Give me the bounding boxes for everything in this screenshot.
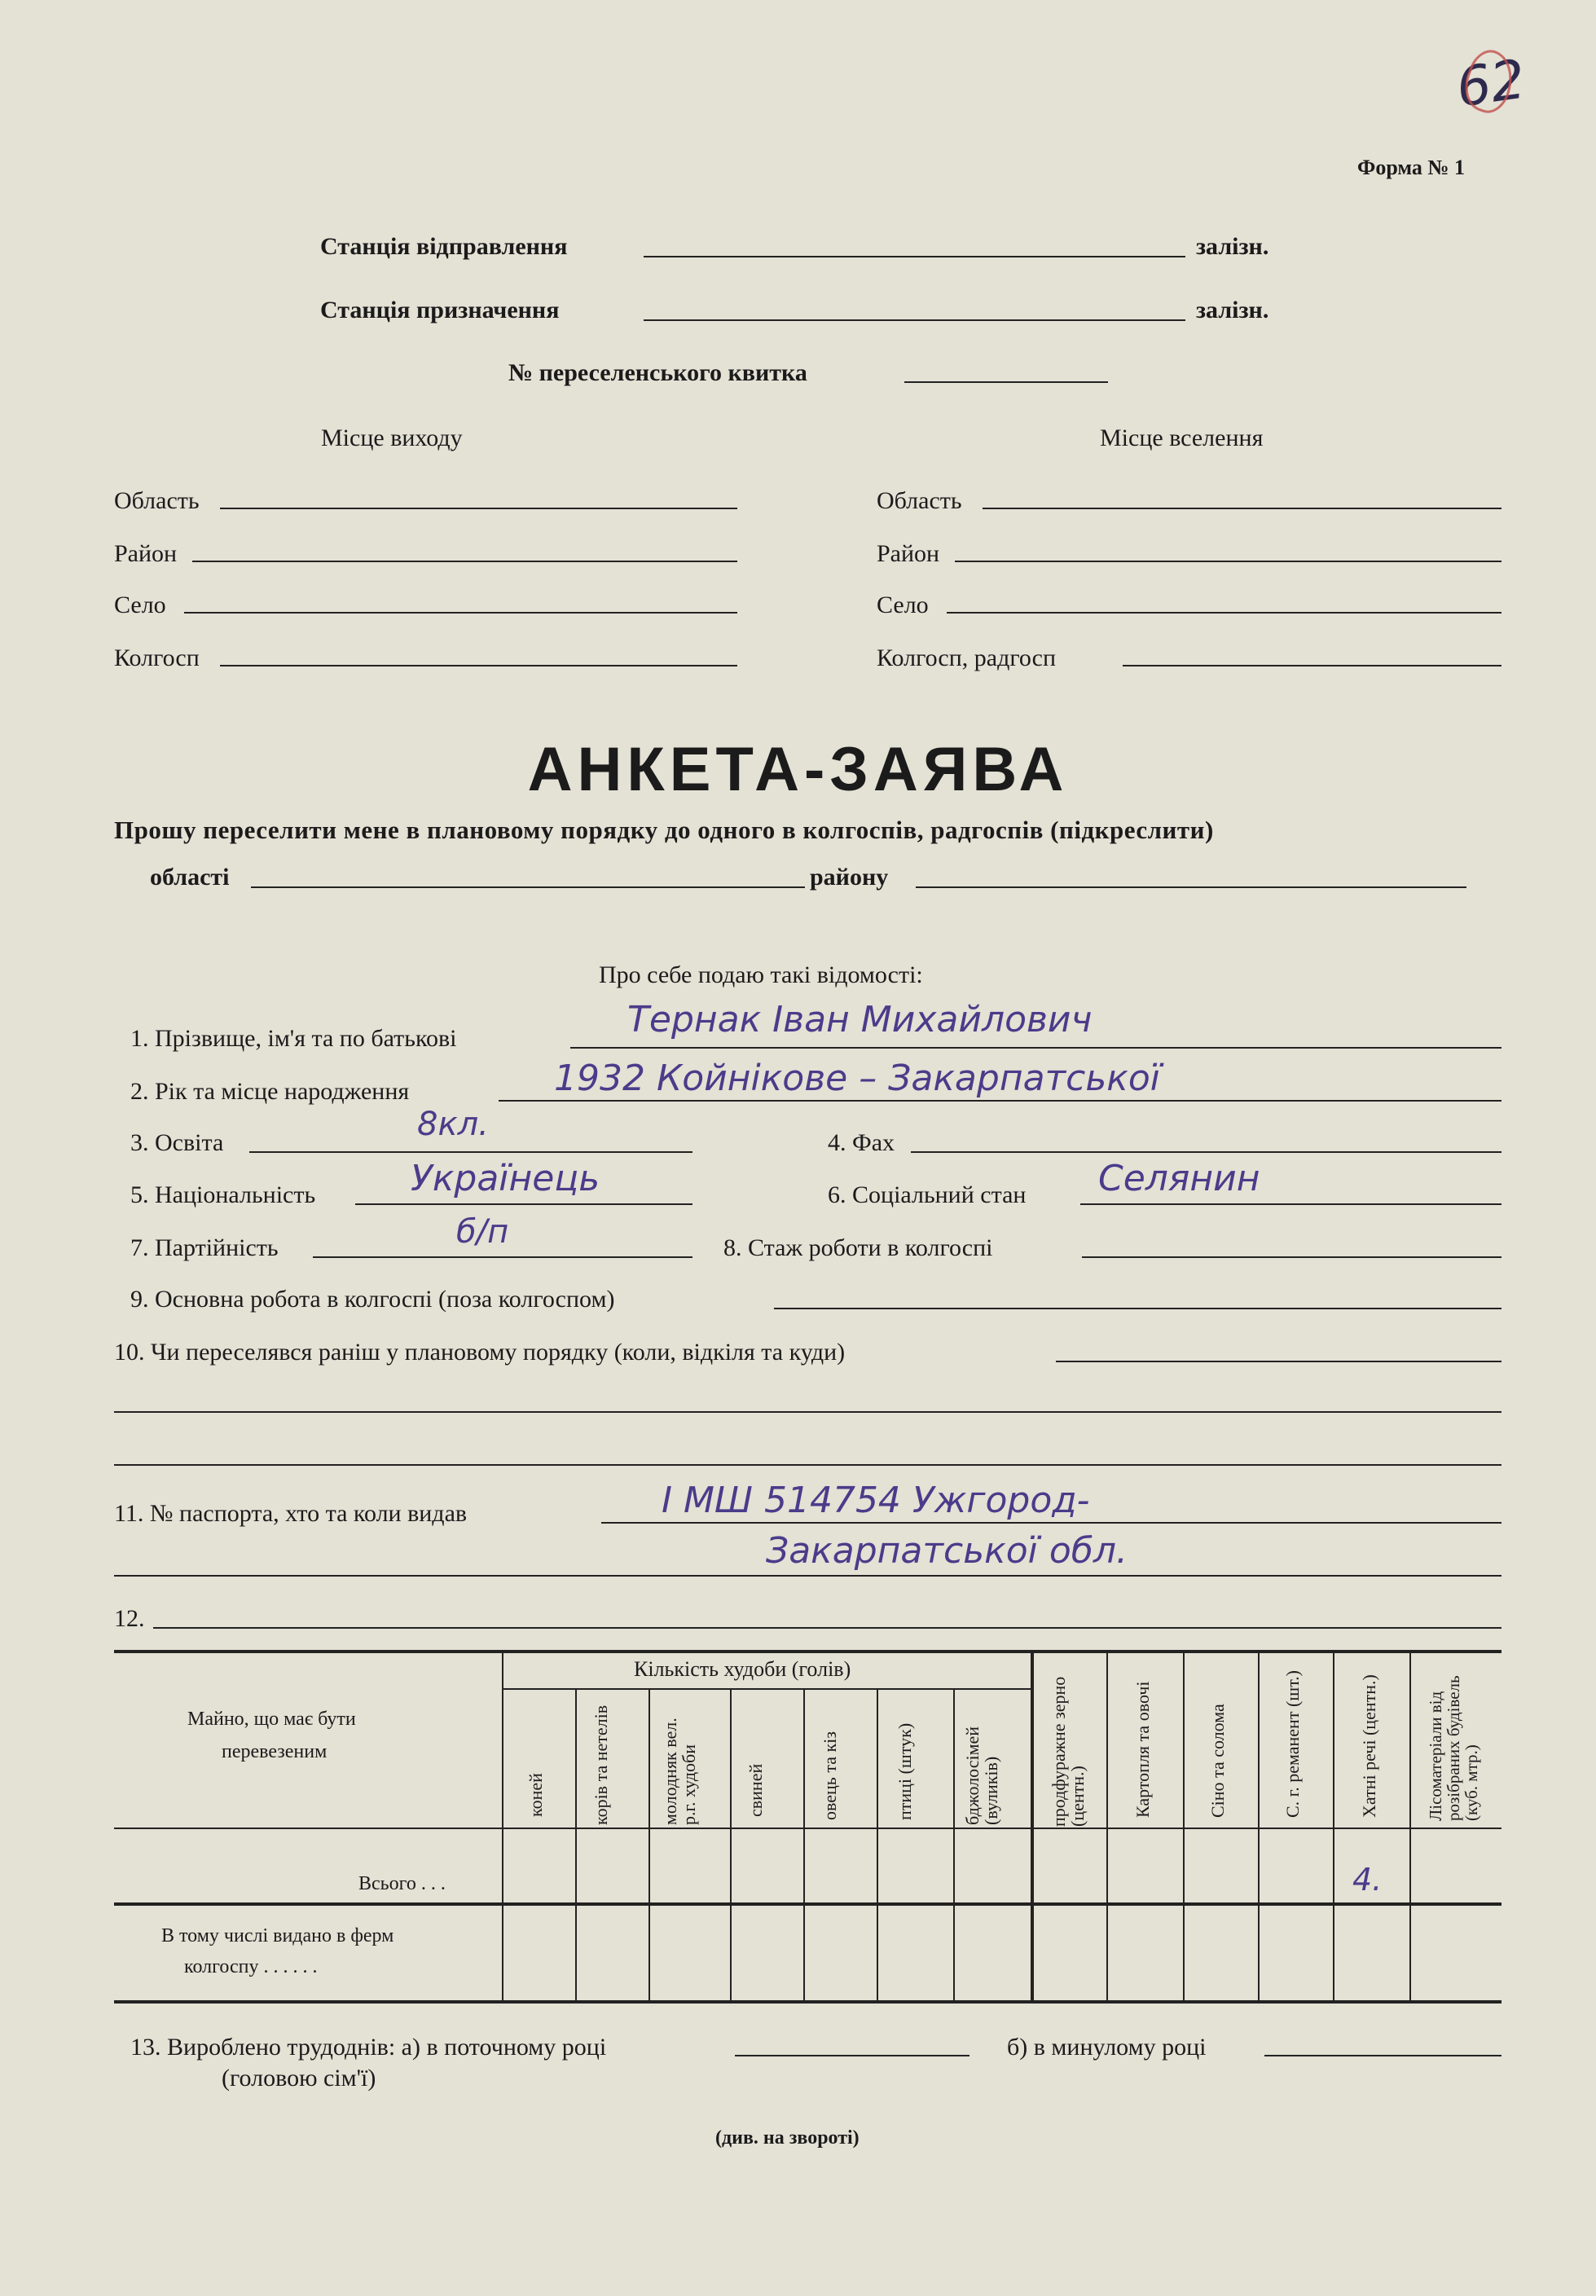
table-col-divider xyxy=(502,1650,503,2000)
departure-station-label: Станція відправлення xyxy=(320,233,568,260)
field-12-line[interactable] xyxy=(153,1627,1501,1629)
destination-kolhosp-field[interactable] xyxy=(1123,665,1501,666)
field-3-line[interactable] xyxy=(249,1151,692,1153)
table-cell-household-total[interactable]: 4. xyxy=(1352,1862,1383,1898)
field-2-value: 1932 Койнікове – Закарпатської xyxy=(554,1058,1161,1099)
table-row-total-label: Всього . . . xyxy=(358,1873,446,1894)
table-col-divider xyxy=(953,1688,955,2000)
field-8-line[interactable] xyxy=(1082,1256,1501,1258)
departure-railway-label: залізн. xyxy=(1196,233,1269,260)
field-1-label: 1. Прізвище, ім'я та по батькові xyxy=(130,1025,457,1052)
field-2-label: 2. Рік та місце народження xyxy=(130,1078,410,1105)
form-number: Форма № 1 xyxy=(1357,156,1466,179)
origin-raion-field[interactable] xyxy=(192,561,737,562)
table-col-divider xyxy=(1258,1650,1260,2000)
document-title: АНКЕТА-ЗАЯВА xyxy=(527,735,1069,804)
table-col-divider xyxy=(877,1688,878,2000)
field-11-value-1: І МШ 514754 Ужгород- xyxy=(662,1480,1090,1521)
column-header-poultry: птиці (штук) xyxy=(895,1722,915,1820)
field-7-value: б/п xyxy=(456,1213,509,1251)
field-6-line[interactable] xyxy=(1080,1203,1501,1205)
field-13-label: 13. Вироблено трудоднів: а) в поточному році xyxy=(130,2034,607,2061)
column-header-pigs: свиней xyxy=(745,1763,766,1817)
destination-oblast-label: Область xyxy=(877,487,962,514)
table-row-farm-label-2: колгоспу . . . . . . xyxy=(184,1956,318,1977)
table-top-border xyxy=(114,1650,1501,1653)
table-col-divider xyxy=(1183,1650,1185,2000)
field-5-value: Українець xyxy=(411,1158,600,1199)
field-6-value: Селянин xyxy=(1098,1158,1260,1199)
destination-railway-label: залізн. xyxy=(1196,297,1269,323)
column-header-hay-straw: Сіно та солома xyxy=(1207,1704,1228,1818)
field-9-line[interactable] xyxy=(774,1308,1501,1309)
field-3-label: 3. Освіта xyxy=(130,1129,224,1156)
field-5-line[interactable] xyxy=(355,1203,692,1205)
destination-heading: Місце вселення xyxy=(1100,424,1264,451)
destination-kolhosp-label: Колгосп, радгосп xyxy=(877,644,1057,671)
request-oblast-field[interactable] xyxy=(251,886,805,888)
field-13-previous-year-line[interactable] xyxy=(1264,2055,1501,2056)
field-13-current-year-line[interactable] xyxy=(735,2055,969,2056)
field-2-line[interactable] xyxy=(499,1100,1501,1102)
table-bottom-border xyxy=(114,2000,1501,2004)
field-5-label: 5. Національність xyxy=(130,1181,316,1208)
departure-station-field[interactable] xyxy=(644,256,1185,257)
origin-selo-label: Село xyxy=(114,592,166,618)
table-total-row-bottom xyxy=(114,1902,1501,1906)
field-7-line[interactable] xyxy=(313,1256,692,1258)
request-raion-label: району xyxy=(810,864,889,891)
column-header-sheep-goats: овець та кіз xyxy=(820,1731,840,1820)
field-3-value: 8кл. xyxy=(417,1106,489,1143)
column-header-household-goods: Хатні речі (центн.) xyxy=(1359,1674,1379,1818)
table-col-divider xyxy=(1333,1650,1334,2000)
table-row-header-line-2: перевезеним xyxy=(222,1741,328,1762)
field-10-label: 10. Чи переселявся раніш у плановому порядку (коли, відкіля та куди) xyxy=(114,1339,846,1366)
field-11-line-1[interactable] xyxy=(601,1522,1501,1524)
column-header-grain: продфуражне зерно (центн.) xyxy=(1049,1676,1088,1827)
field-1-line[interactable] xyxy=(570,1047,1501,1049)
field-12-label: 12. xyxy=(114,1605,145,1632)
field-10-line-1[interactable] xyxy=(1056,1361,1501,1362)
field-6-label: 6. Соціальний стан xyxy=(828,1181,1027,1208)
field-9-label: 9. Основна робота в колгоспі (поза колгоспом) xyxy=(130,1286,615,1313)
corner-page-number: 62 xyxy=(1452,47,1529,120)
origin-oblast-label: Область xyxy=(114,487,200,514)
field-11-line-2[interactable] xyxy=(114,1575,1501,1577)
request-raion-field[interactable] xyxy=(916,886,1466,888)
table-header-bottom xyxy=(114,1828,1501,1829)
table-col-divider xyxy=(803,1688,805,2000)
destination-station-field[interactable] xyxy=(644,319,1185,321)
field-10-line-2[interactable] xyxy=(114,1411,1501,1413)
table-col-divider xyxy=(1106,1650,1108,2000)
table-col-divider xyxy=(649,1688,650,2000)
field-8-label: 8. Стаж роботи в колгоспі xyxy=(723,1234,993,1261)
column-header-potatoes: Картопля та овочі xyxy=(1132,1681,1153,1818)
request-oblast-label: області xyxy=(150,864,230,891)
ticket-number-field[interactable] xyxy=(904,381,1108,383)
destination-selo-field[interactable] xyxy=(947,612,1501,614)
intro-text: Про себе подаю такі відомості: xyxy=(599,961,923,988)
column-header-farm-tools: С. г. реманент (шт.) xyxy=(1282,1670,1303,1818)
field-4-label: 4. Фах xyxy=(828,1129,895,1156)
destination-selo-label: Село xyxy=(877,592,929,618)
table-row-farm-label-1: В тому числі видано в ферм xyxy=(161,1925,394,1946)
field-13-previous-year-label: б) в минулому році xyxy=(1007,2034,1207,2061)
table-row-header-line-1: Майно, що має бути xyxy=(187,1709,356,1730)
destination-raion-field[interactable] xyxy=(955,561,1501,562)
field-4-line[interactable] xyxy=(911,1151,1501,1153)
table-col-divider xyxy=(730,1688,732,2000)
table-col-divider xyxy=(1031,1650,1034,2000)
origin-kolhosp-field[interactable] xyxy=(220,665,737,666)
column-header-timber: Лісоматеріали від розібраних будівель (куб. мтр.) xyxy=(1426,1675,1482,1821)
column-header-bee-colonies: бджолосімей (вуликів) xyxy=(962,1726,1002,1825)
destination-oblast-field[interactable] xyxy=(983,508,1501,509)
table-group-header: Кількість худоби (голів) xyxy=(634,1657,851,1681)
column-header-young-cattle: молодняк вел. р.г. худоби xyxy=(660,1718,700,1825)
origin-heading: Місце виходу xyxy=(321,424,463,451)
field-7-label: 7. Партійність xyxy=(130,1234,279,1261)
table-col-divider xyxy=(1409,1650,1411,2000)
destination-station-label: Станція призначення xyxy=(320,297,560,323)
origin-raion-label: Район xyxy=(114,540,178,567)
field-1-value: Тернак Іван Михайлович xyxy=(627,999,1093,1040)
origin-kolhosp-label: Колгосп xyxy=(114,644,200,671)
destination-raion-label: Район xyxy=(877,540,940,567)
column-header-horses: коней xyxy=(525,1773,546,1817)
field-11-value-2: Закарпатської обл. xyxy=(766,1530,1128,1572)
origin-selo-field[interactable] xyxy=(184,612,737,614)
table-group-header-underline xyxy=(502,1688,1031,1690)
field-13-sub-label: (головою сім'ї) xyxy=(222,2065,376,2091)
ticket-number-label: № переселенського квитка xyxy=(508,359,807,386)
field-11-label: 11. № паспорта, хто та коли видав xyxy=(114,1500,468,1527)
table-col-divider xyxy=(575,1688,577,2000)
request-text: Прошу переселити мене в плановому порядку до одного в колгоспів, радгоспів (підкреслити) xyxy=(114,816,1214,844)
origin-oblast-field[interactable] xyxy=(220,508,737,509)
field-10-line-3[interactable] xyxy=(114,1464,1501,1466)
column-header-cows: корів та нетелів xyxy=(591,1704,611,1825)
footer-note: (див. на звороті) xyxy=(715,2127,860,2149)
